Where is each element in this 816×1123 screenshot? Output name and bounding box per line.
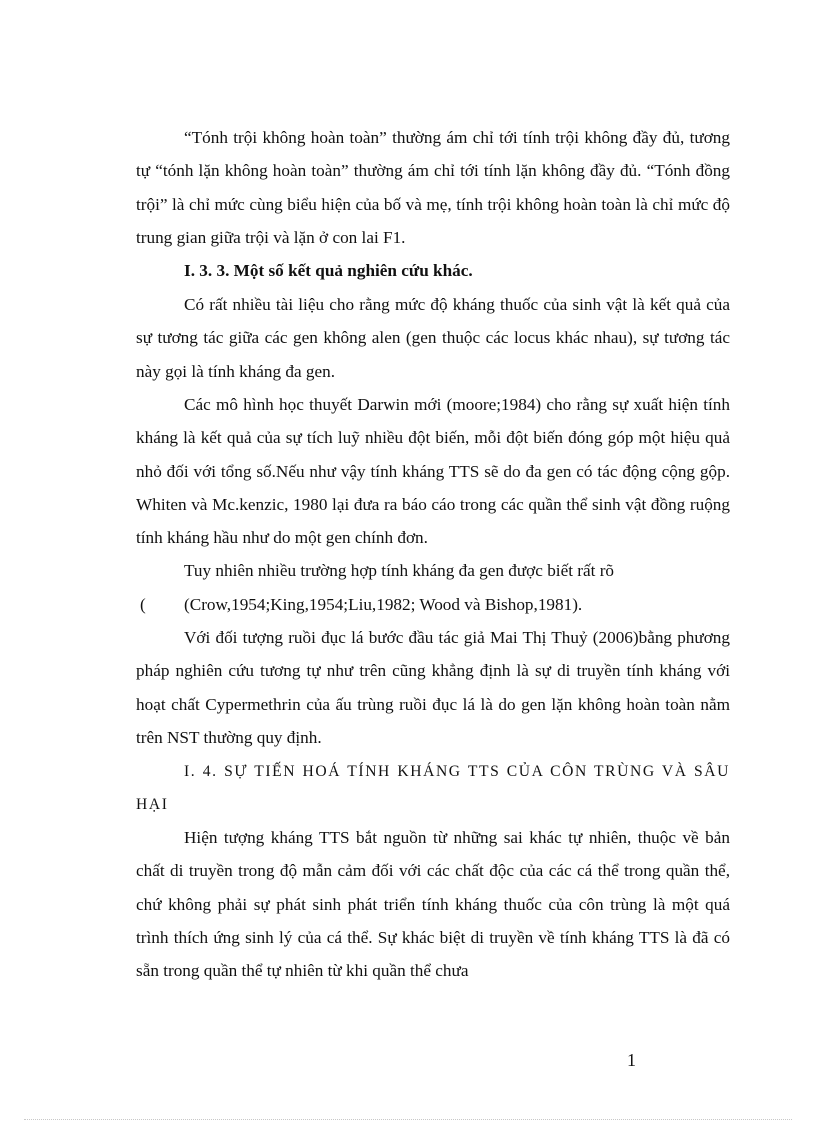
citation-line: (Crow,1954;King,1954;Liu,1982; Wood và Bishop,1981). — [184, 595, 583, 614]
paragraph-polygenic-resistance: Có rất nhiều tài liệu cho rằng mức độ kháng thuốc của sinh vật là kết quả của sự tương tác giữa các gen không alen (gen thuộc các locus khác nhau), sự tương tác này gọi là tính kháng đa gen. — [136, 295, 730, 381]
paragraph-leaf-miner: Với đối tượng ruồi đục lá bước đầu tác giả Mai Thị Thuỷ (2006)bằng phương pháp nghiên cứu tương tự như trên cũng khẳng định là sự di truyền tính kháng với hoạt chất Cypermethrin của ấu trùng ruồi đục lá là do gen lặn không hoàn toàn nằm trên NST thường quy định. — [136, 628, 730, 747]
paragraph-resistance-origin: Hiện tượng kháng TTS bắt nguồn từ những sai khác tự nhiên, thuộc về bản chất di truyền trong độ mẫn cảm đối với các chất độc của các cá thể trong quần thể, chứ không phải sự phát sinh phát triển tính kháng thuốc của côn trùng là một quá trình thích ứng sinh lý của cá thể. Sự khác biệt di truyền về tính kháng TTS là đã có sẵn trong quần thể tự nhiên từ khi quần thể chưa — [136, 828, 730, 981]
paragraph-dominance: “Tónh trội không hoàn toàn” thường ám chỉ tới tính trội không đầy đủ, tương tự “tónh lặn không hoàn toàn” thường ám chỉ tới tính lặn không đầy đủ. “Tónh đồng trội” là chỉ mức cùng biểu hiện của bố và mẹ, tính trội không hoàn toàn là chỉ mức độ trung gian giữa trội và lặn ở con lai F1. — [136, 128, 730, 247]
paragraph-many-cases: Tuy nhiên nhiều trường hợp tính kháng đa gen được biết rất rõ — [184, 561, 615, 580]
section-heading-1-3-3: I. 3. 3. Một số kết quả nghiên cứu khác. — [184, 261, 473, 280]
section-heading-1-4: I. 4. SỰ TIẾN HOÁ TÍNH KHÁNG TTS CỦA CÔN TRÙNG VÀ SÂU HẠI — [136, 763, 730, 814]
paragraph-darwin-models: Các mô hình học thuyết Darwin mới (moore;1984) cho rằng sự xuất hiện tính kháng là kết quả của sự tích luỹ nhiều đột biến, mỗi đột biến đóng góp một hiệu quả nhỏ đối với tổng số.Nếu như vậy tính kháng TTS sẽ do đa gen có tác động cộng gộp. Whiten và Mc.kenzic, 1980 lại đưa ra báo cáo trong các quần thể sinh vật đồng ruộng tính kháng hầu như do một gen chính đơn. — [136, 395, 730, 548]
page-number: 1 — [627, 1050, 636, 1070]
open-paren: ( — [140, 595, 146, 614]
page-bottom-border — [24, 1119, 792, 1120]
